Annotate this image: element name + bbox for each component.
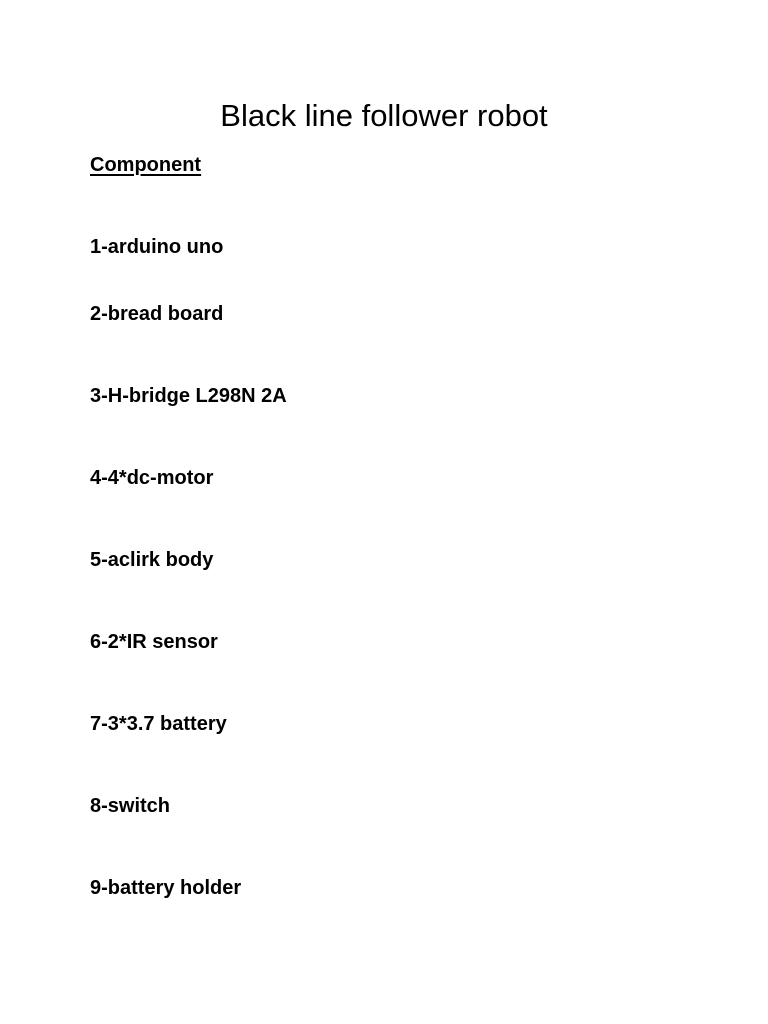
component-item: 5-aclirk body <box>90 549 214 571</box>
component-item: 4-4*dc-motor <box>90 467 214 489</box>
page-title: Black line follower robot <box>220 98 548 133</box>
component-item: 9-battery holder <box>90 877 242 899</box>
component-item: 2-bread board <box>90 303 224 325</box>
component-item: 7-3*3.7 battery <box>90 713 227 735</box>
component-item: 8-switch <box>90 795 171 817</box>
component-item: 6-2*IR sensor <box>90 631 218 653</box>
component-item: 1-arduino uno <box>90 236 224 258</box>
component-item: 3-H-bridge L298N 2A <box>90 385 287 407</box>
section-heading: Component <box>90 154 202 176</box>
